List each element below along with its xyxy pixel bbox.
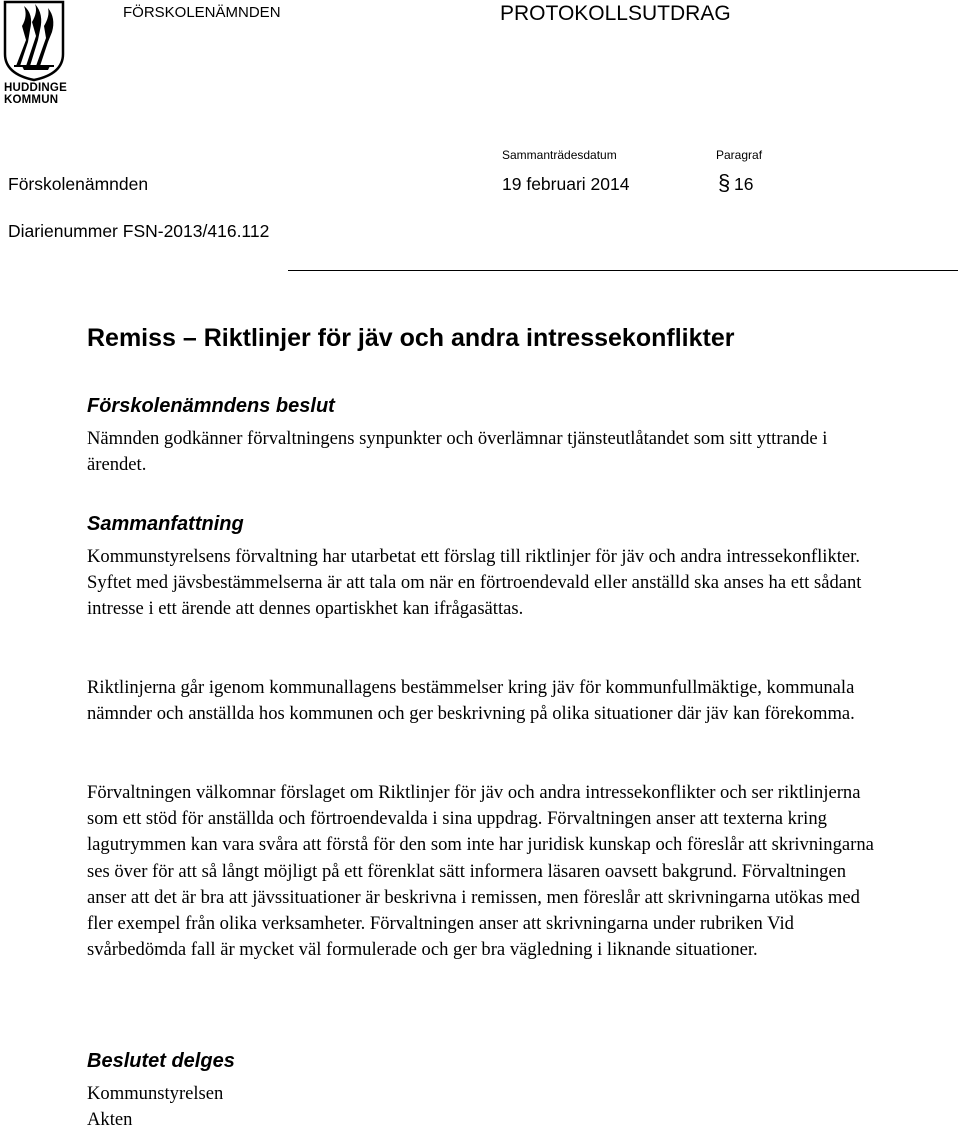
decision-heading: Förskolenämndens beslut [87, 395, 335, 417]
municipality-logo [2, 0, 66, 110]
distribution-recipient: Akten [87, 1109, 133, 1130]
meeting-date-label: Sammanträdesdatum [502, 148, 617, 162]
flame-crest-icon [2, 0, 66, 82]
distribution-recipient: Kommunstyrelsen [87, 1083, 224, 1104]
meeting-date: 19 februari 2014 [502, 174, 630, 194]
summary-paragraph: Kommunstyrelsens förvaltning har utarbetat ett förslag till riktlinjer för jäv och andra intressekonflikter. Syftet med jävsbestämmelserna är att tala om när en förtroendevald eller anställd ska anses ha ett sådant intresse i ett ärende att dennes opartiskhet kan ifrågasättas. [87, 546, 862, 620]
decision-text: Nämnden godkänner förvaltningens synpunkter och överlämnar tjänsteutlåtandet som sitt yttrande i ärendet. [87, 428, 828, 476]
logo-text-line2: KOMMUN [4, 94, 59, 106]
paragraph-number: 16 [734, 174, 754, 194]
header-divider [288, 270, 958, 271]
distribution-heading: Beslutet delges [87, 1050, 235, 1072]
document-type-title: PROTOKOLLSUTDRAG [500, 2, 731, 25]
paragraph-symbol: § [718, 170, 731, 195]
summary-paragraph: Förvaltningen välkomnar förslaget om Riktlinjer för jäv och andra intressekonflikter och ser riktlinjerna som ett stöd för anställda och förtroendevalda i sina uppdrag. Förvaltningen anser att texterna kring lagutrymmen kan vara svåra att förstå för den som inte har juridisk kunskap och föreslår att skrivningarna ses över för att så långt möjligt på ett förenklat sätt informera läsaren oavsett bakgrund. Förvaltningen anser att det är bra att jävssituationer är beskrivna i remissen, men föreslår att skrivningarna utökas med fler exempel från olika verksamheter. Förvaltningen anser att skrivningarna under rubriken Vid svårbedömda fall är mycket väl formulerade och ger bra vägledning i liknande situationer. [87, 782, 874, 961]
paragraph-label: Paragraf [716, 148, 763, 162]
logo-text-line1: HUDDINGE [4, 82, 67, 94]
summary-heading: Sammanfattning [87, 513, 244, 535]
page-title: Remiss – Riktlinjer för jäv och andra intressekonflikter [87, 324, 735, 352]
diary-number: Diarienummer FSN-2013/416.112 [8, 221, 270, 241]
summary-paragraph: Riktlinjerna går igenom kommunallagens bestämmelser kring jäv för kommunfullmäktige, kommunala nämnder och anställda hos kommunen och ger beskrivning på olika situationer där jäv kan förekomma. [87, 677, 855, 725]
committee-name: Förskolenämnden [8, 174, 149, 194]
logo-text [4, 82, 66, 106]
distribution-list [87, 1081, 223, 1133]
committee-header: FÖRSKOLENÄMNDEN [123, 4, 281, 21]
